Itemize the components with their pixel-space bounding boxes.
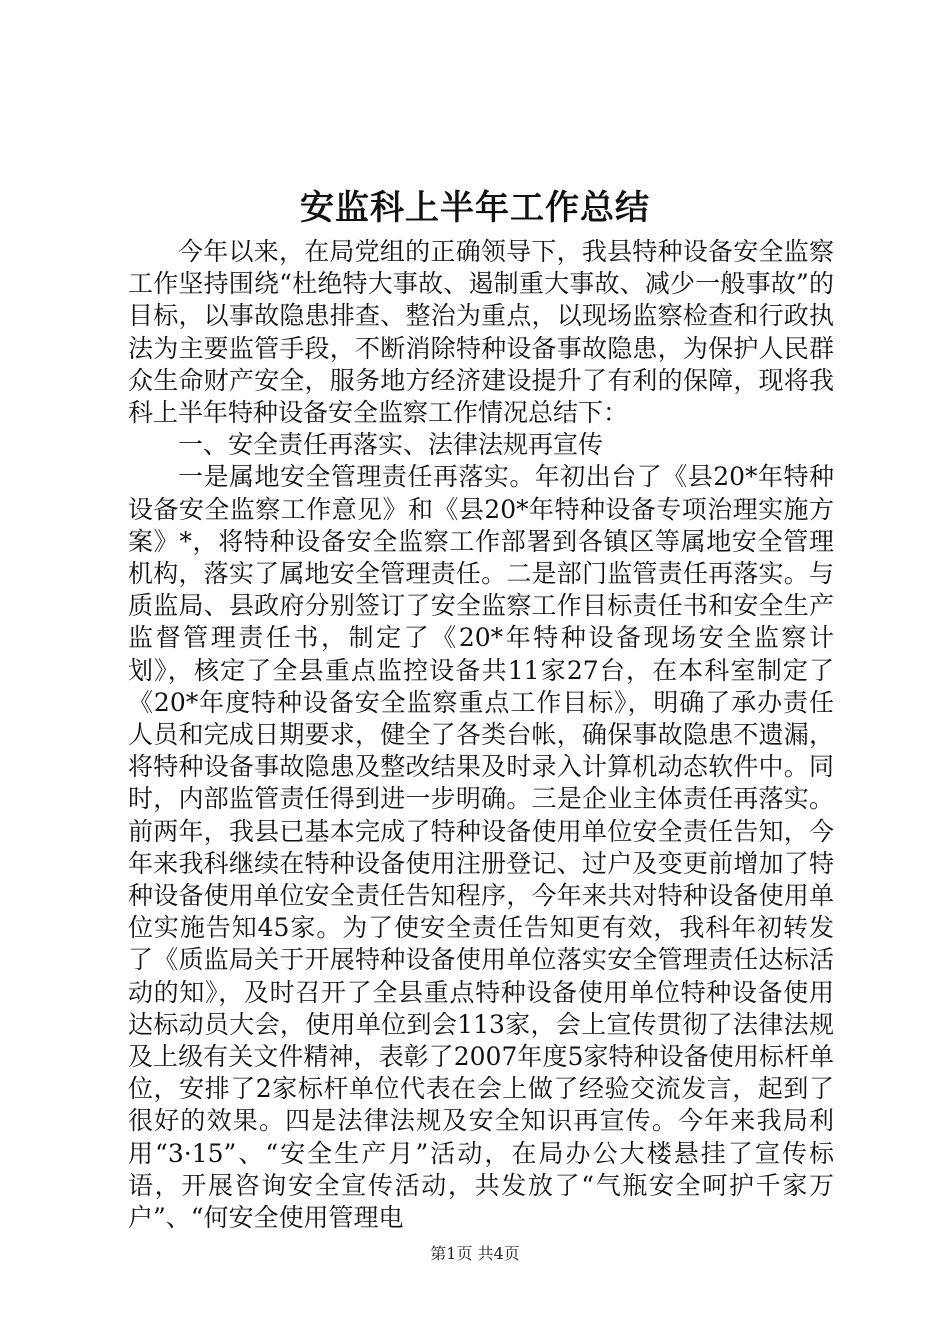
- document-body: [128, 236, 834, 1234]
- section-body-paragraph: 一是属地安全管理责任再落实。年初出台了《县20*年特种设备安全监察工作意见》和《县20*年特种设备专项治理实施方案》*，将特种设备安全监察工作部署到各镇区等属地安全管理机构，落实了属地安全管理责任。二是部门监管责任再落实。与质监局、县政府分别签订了安全监察工作目标责任书和安全生产监督管理责任书，制定了《20*年特种设备现场安全监察计划》，核定了全县重点监控设备共11家27台，在本科室制定了《20*年度特种设备安全监察重点工作目标》，明确了承办责任人员和完成日期要求，健全了各类台帐，确保事故隐患不遗漏，将特种设备事故隐患及整改结果及时录入计算机动态软件中。同时，内部监管责任得到进一步明确。三是企业主体责任再落实。前两年，我县已基本完成了特种设备使用单位安全责任告知，今年来我科继续在特种设备使用注册登记、过户及变更前增加了特种设备使用单位安全责任告知程序，今年来共对特种设备使用单位实施告知45家。为了使安全责任告知更有效，我科年初转发了《质监局关于开展特种设备使用单位落实安全管理责任达标活动的知》，及时召开了全县重点特种设备使用单位特种设备使用达标动员大会，使用单位到会113家，会上宣传贯彻了法律法规及上级有关文件精神，表彰了2007年度5家特种设备使用标杆单位，安排了2家标杆单位代表在会上做了经验交流发言，起到了很好的效果。四是法律法规及安全知识再宣传。今年来我局利用“3·15”、“安全生产月”活动，在局办公大楼悬挂了宣传标语，开展咨询安全宣传活动，共发放了“气瓶安全呵护千家万户”、“何安全使用管理电: [128, 462, 834, 1233]
- page-footer: 第1页 共4页: [430, 1244, 520, 1263]
- intro-paragraph: 今年以来，在局党组的正确领导下，我县特种设备安全监察工作坚持围绕“杜绝特大事故、遏制重大事故、减少一般事故”的目标，以事故隐患排查、整治为重点，以现场监察检查和行政执法为主要监管手段，不断消除特种设备事故隐患，为保护人民群众生命财产安全，服务地方经济建设提升了有利的保障，现将我科上半年特种设备安全监察工作情况总结下：: [128, 237, 834, 428]
- section-heading: 一、安全责任再落实、法律法规再宣传: [178, 430, 604, 460]
- document-title: 安监科上半年工作总结: [300, 188, 650, 228]
